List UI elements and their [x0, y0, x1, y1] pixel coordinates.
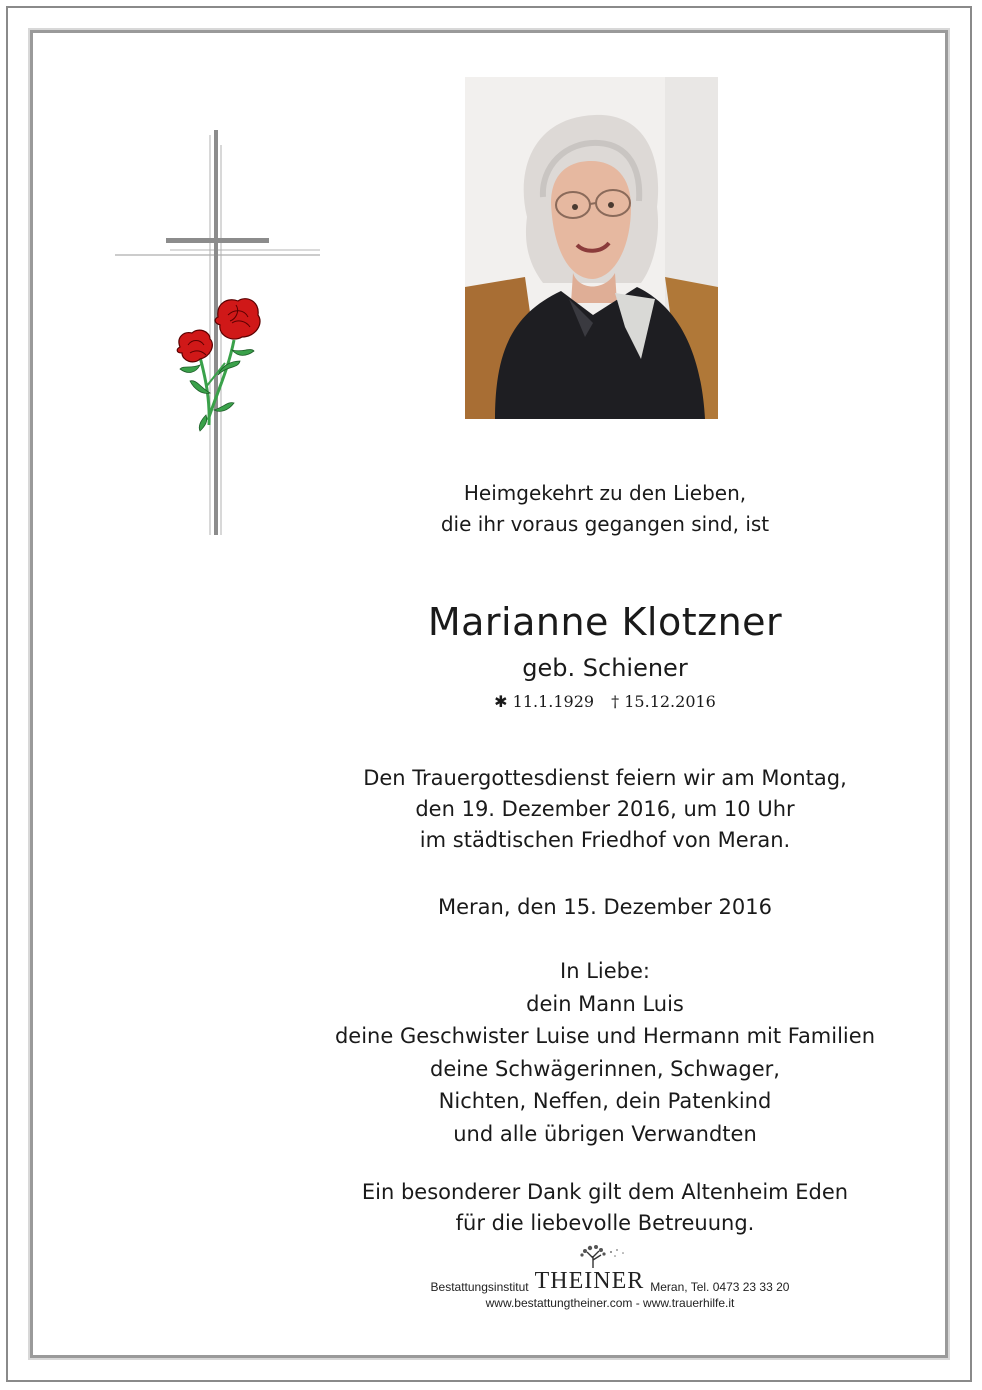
service-line: im städtischen Friedhof von Meran. — [419, 828, 791, 852]
place-date: Meran, den 15. Dezember 2016 — [437, 895, 772, 919]
funeral-home-footer — [380, 1268, 840, 1310]
portrait-photo — [465, 77, 718, 419]
thanks-text — [300, 1177, 910, 1239]
death-date: † 15.12.2016 — [611, 692, 716, 711]
footer-websites[interactable]: www.bestattungtheiner.com - www.trauerhilfe.it — [485, 1296, 735, 1310]
footer-brand — [535, 1268, 645, 1294]
mourners-line: In Liebe: — [560, 959, 650, 983]
birth-date: ✱ 11.1.1929 — [494, 692, 595, 711]
footer-prefix: Bestattungsinstitut — [430, 1280, 529, 1294]
intro-line: die ihr voraus gegangen sind, ist — [440, 512, 770, 536]
service-line: Den Trauergottesdienst feiern wir am Montag, — [363, 766, 847, 790]
cross-with-roses-icon — [110, 125, 325, 540]
tree-logo-icon — [571, 1244, 631, 1268]
life-dates — [300, 690, 910, 714]
intro-text — [300, 478, 910, 540]
mourners-list — [300, 955, 910, 1150]
thanks-line: Ein besonderer Dank gilt dem Altenheim Eden — [361, 1180, 849, 1204]
deceased-name: Marianne Klotzner — [427, 600, 783, 644]
mourners-line: deine Geschwister Luise und Hermann mit Familien — [334, 1024, 876, 1048]
born-name: geb. Schiener — [522, 654, 688, 682]
mourners-line: deine Schwägerinnen, Schwager, — [430, 1056, 780, 1081]
mourners-line: dein Mann Luis — [526, 991, 684, 1016]
brand-name: THEINER — [534, 1268, 645, 1294]
mourners-line: Nichten, Neffen, dein Patenkind — [438, 1089, 772, 1113]
thanks-line: für die liebevolle Betreuung. — [455, 1211, 755, 1235]
footer-contact: Meran, Tel. 0473 23 33 20 — [650, 1280, 790, 1294]
mourners-line: und alle übrigen Verwandten — [453, 1121, 757, 1146]
service-info — [300, 763, 910, 856]
intro-line: Heimgekehrt zu den Lieben, — [463, 481, 747, 505]
service-line: den 19. Dezember 2016, um 10 Uhr — [415, 797, 795, 821]
footer-main-line — [380, 1268, 840, 1294]
